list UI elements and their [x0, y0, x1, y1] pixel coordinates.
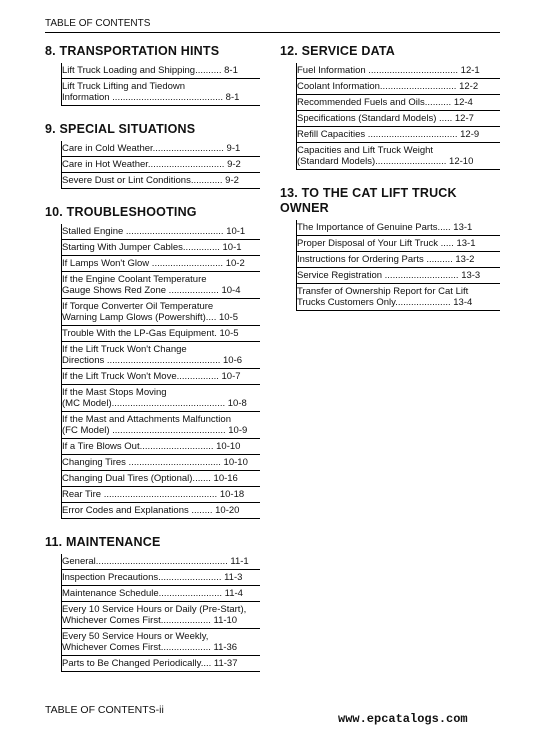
toc-section [280, 186, 500, 311]
toc-section [45, 205, 260, 519]
toc-entry[interactable] [62, 326, 260, 342]
toc-entry[interactable] [62, 63, 260, 79]
toc-section [280, 44, 500, 170]
toc-entry-text: Fuel Information .................................. 12-1 [297, 65, 480, 76]
toc-entry-text: Every 10 Service Hours or Daily (Pre-Start), Whichever Comes First................... 11-10 [62, 604, 247, 626]
toc-entry-list [61, 554, 260, 672]
toc-entry[interactable] [62, 586, 260, 602]
toc-entry-text: General.................................................. 11-1 [62, 556, 249, 567]
toc-entry[interactable] [297, 236, 500, 252]
toc-entry[interactable] [62, 141, 260, 157]
toc-entry[interactable] [62, 342, 260, 369]
toc-entry-text: Recommended Fuels and Oils.......... 12-4 [297, 97, 473, 108]
toc-entry-text: Stalled Engine ..................................... 10-1 [62, 226, 246, 237]
toc-entry-text: Parts to Be Changed Periodically.... 11-37 [62, 658, 238, 669]
toc-section [45, 535, 260, 672]
toc-entry-text: Capacities and Lift Truck Weight (Standard Models)........................... 12-10 [297, 145, 474, 167]
toc-entry[interactable] [62, 503, 260, 519]
toc-entry[interactable] [297, 95, 500, 111]
toc-entry-text: Lift Truck Loading and Shipping.......... 8-1 [62, 65, 238, 76]
toc-entry[interactable] [297, 79, 500, 95]
toc-entry-text: Refill Capacities .................................. 12-9 [297, 129, 480, 140]
toc-entry[interactable] [62, 656, 260, 672]
toc-entry-text: Specifications (Standard Models) ..... 12-7 [297, 113, 474, 124]
toc-entry-text: Maintenance Schedule........................ 11-4 [62, 588, 243, 599]
toc-entry-text: Care in Cold Weather........................... 9-1 [62, 143, 241, 154]
toc-entry-text: If the Lift Truck Won't Move................ 10-7 [62, 371, 241, 382]
toc-entry-list [296, 220, 500, 311]
toc-entry-text: Error Codes and Explanations ........ 10-20 [62, 505, 240, 516]
section-title: 9. SPECIAL SITUATIONS [45, 122, 196, 136]
toc-entry-text: If the Engine Coolant Temperature Gauge Shows Red Zone ................... 10-4 [62, 274, 241, 296]
toc-entry[interactable] [297, 220, 500, 236]
toc-entry-text: Trouble With the LP-Gas Equipment. 10-5 [62, 328, 239, 339]
page-footer-label: TABLE OF CONTENTS-ii [45, 704, 164, 716]
section-title: 8. TRANSPORTATION HINTS [45, 44, 220, 58]
running-header: TABLE OF CONTENTS [45, 18, 500, 33]
toc-entry-text: Inspection Precautions........................ 11-3 [62, 572, 243, 583]
right-column [280, 44, 500, 327]
toc-entry-text: If Lamps Won't Glow ........................... 10-2 [62, 258, 245, 269]
toc-entry-list [61, 63, 260, 106]
toc-entry[interactable] [62, 272, 260, 299]
toc-entry-text: Changing Tires ................................... 10-10 [62, 457, 248, 468]
toc-entry-list [296, 63, 500, 170]
toc-entry[interactable] [62, 79, 260, 106]
toc-entry-text: If the Mast Stops Moving (MC Model)........................................... 10-8 [62, 387, 247, 409]
toc-entry-text: Transfer of Ownership Report for Cat Lift Trucks Customers Only..................... 13-4 [297, 286, 473, 308]
toc-entry-text: Severe Dust or Lint Conditions............ 9-2 [62, 175, 239, 186]
toc-entry[interactable] [62, 412, 260, 439]
toc-section [45, 44, 260, 106]
toc-entry[interactable] [297, 252, 500, 268]
toc-entry-text: If the Lift Truck Won't Change Directions ........................................... 10-6 [62, 344, 243, 366]
toc-entry[interactable] [297, 143, 500, 170]
toc-entry[interactable] [62, 570, 260, 586]
toc-entry-list [61, 224, 260, 519]
toc-entry[interactable] [62, 629, 260, 656]
toc-entry[interactable] [297, 268, 500, 284]
toc-entry[interactable] [62, 256, 260, 272]
toc-entry-text: If Torque Converter Oil Temperature Warning Lamp Glows (Powershift).... 10-5 [62, 301, 238, 323]
toc-entry-text: Instructions for Ordering Parts .......... 13-2 [297, 254, 475, 265]
toc-entry-text: Service Registration ............................ 13-3 [297, 270, 481, 281]
toc-entry-text: If the Mast and Attachments Malfunction (FC Model) ........................................... 10-9 [62, 414, 248, 436]
toc-entry[interactable] [62, 487, 260, 503]
toc-entry-text: Rear Tire ........................................... 10-18 [62, 489, 245, 500]
toc-entry[interactable] [62, 471, 260, 487]
watermark: www.epcatalogs.com [338, 712, 468, 726]
section-title: 13. TO THE CAT LIFT TRUCK OWNER [280, 186, 457, 215]
toc-entry[interactable] [62, 369, 260, 385]
toc-entry-text: Starting With Jumper Cables.............. 10-1 [62, 242, 242, 253]
toc-entry[interactable] [62, 602, 260, 629]
toc-entry-text: Proper Disposal of Your Lift Truck ..... 13-1 [297, 238, 476, 249]
toc-entry[interactable] [62, 554, 260, 570]
toc-entry[interactable] [62, 455, 260, 471]
toc-entry[interactable] [297, 127, 500, 143]
toc-entry[interactable] [62, 240, 260, 256]
left-column [45, 44, 260, 688]
section-title: 12. SERVICE DATA [280, 44, 396, 58]
toc-entry[interactable] [62, 224, 260, 240]
toc-entry[interactable] [62, 299, 260, 326]
toc-entry-text: Lift Truck Lifting and Tiedown Information .......................................... 8-1 [62, 81, 240, 103]
toc-entry[interactable] [62, 385, 260, 412]
toc-entry-text: Every 50 Service Hours or Weekly, Whichever Comes First................... 11-36 [62, 631, 238, 653]
toc-entry[interactable] [297, 111, 500, 127]
toc-entry-list [61, 141, 260, 189]
toc-entry[interactable] [297, 63, 500, 79]
section-title: 11. MAINTENANCE [45, 535, 161, 549]
toc-entry[interactable] [297, 284, 500, 311]
toc-entry-text: Changing Dual Tires (Optional)....... 10-16 [62, 473, 238, 484]
section-title: 10. TROUBLESHOOTING [45, 205, 197, 219]
toc-entry[interactable] [62, 439, 260, 455]
toc-section [45, 122, 260, 189]
toc-entry[interactable] [62, 173, 260, 189]
toc-entry[interactable] [62, 157, 260, 173]
toc-entry-text: If a Tire Blows Out............................ 10-10 [62, 441, 241, 452]
toc-entry-text: Coolant Information............................. 12-2 [297, 81, 479, 92]
toc-entry-text: The Importance of Genuine Parts..... 13-1 [297, 222, 473, 233]
toc-entry-text: Care in Hot Weather............................. 9-2 [62, 159, 241, 170]
